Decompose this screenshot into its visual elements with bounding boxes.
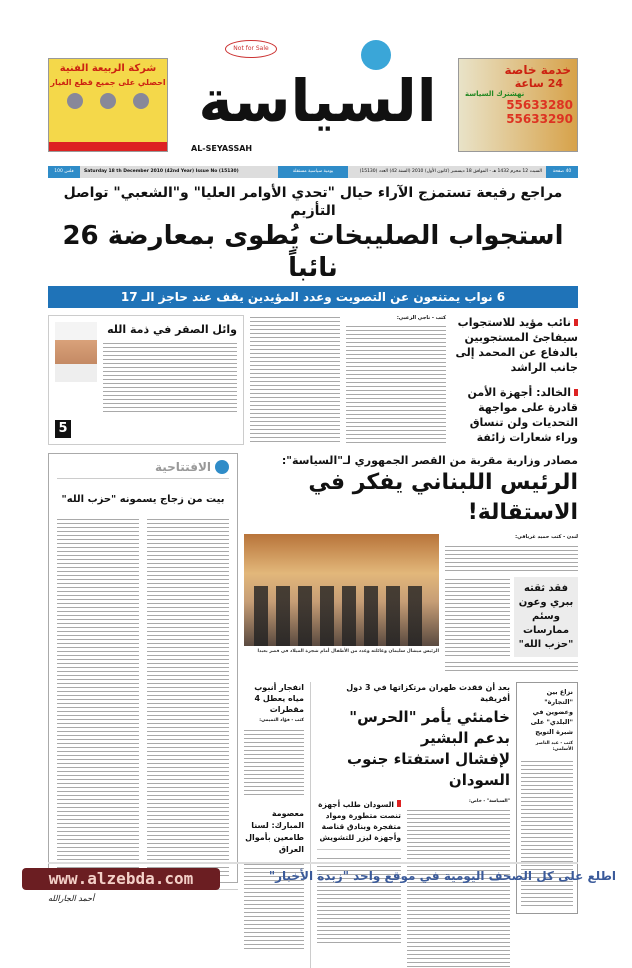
obituary-title: وائل الصقر في ذمة الله: [107, 323, 237, 336]
lebanon-kicker: مصادر وزارية مقربة من القصر الجمهوري لـ"السياسة":: [281, 454, 578, 467]
ad-left[interactable]: [48, 58, 168, 152]
date-arabic: السبت 12 محرم 1432 هـ - الموافق 18 ديسمبر (كانون الأول) 2010 (السنة 42) العدد (15130): [359, 169, 542, 175]
ad-right-phone2: 55633290: [506, 112, 573, 126]
lebanon-photo-caption: الرئيس ميشال سليمان وعائلته وعدد من الأطفال أمام شجرة الميلاد في قصر بعبدا: [257, 649, 439, 654]
lead-body-text: [346, 324, 446, 445]
lead-headline: استجواب الصليبخات يُطوى بمعارضة 26 نائباً: [62, 221, 564, 283]
footer-url[interactable]: www.alzebda.com: [22, 868, 220, 890]
ad-right-line1: خدمة خاصة: [504, 63, 571, 77]
date-english: Saturday 18 th December 2010 (42nd Year) Issue No (15130): [84, 169, 239, 175]
side-column-title: نزاع بين "التجارة" وعضوين في "البلدي" على شبرة التويج: [530, 688, 573, 736]
lebanon-headline: الرئيس اللبناني يفكر في الاستقالة!: [308, 470, 578, 525]
lead-byline: كتب - ناجي الزعبي:: [396, 315, 446, 321]
ad-right-phone1: 55633280: [506, 98, 573, 112]
ad-right-line2: 24 ساعة: [514, 77, 563, 90]
tagline-badge: يومية سياسية مستقلة: [278, 166, 348, 178]
lebanon-byline: لندن - كتب حميد غريافي:: [515, 534, 578, 540]
lebanon-pullquote: فقد ثقته ببري وعون وسئم ممارسات "حزب الله": [514, 577, 578, 657]
sudan-byline: "السياسة" - خاص:: [469, 799, 510, 804]
lead-body-text: [250, 315, 340, 445]
lower-section: [48, 453, 578, 968]
briefs-column: [244, 682, 304, 952]
obituary-box[interactable]: [48, 315, 244, 445]
not-for-sale-stamp: Not for Sale: [225, 40, 277, 58]
sudan-sub: السودان طلب أجهزة تنصت متطورة ومواد متفجرة وبنادق قناصة وأجهزة ليزر للتشويش: [318, 800, 401, 842]
lead-banner: 6 نواب يمتنعون عن التصويت وعدد المؤيدين يقف عند حاجز الـ 17: [48, 286, 578, 308]
obituary-photo: [55, 322, 97, 382]
brief-title[interactable]: معصومة المبارك: لسنا طامعين بأموال العراق: [245, 809, 304, 854]
side-column-byline: كتب - عبد الناصر الأسلمي:: [535, 741, 573, 752]
ad-right[interactable]: [458, 58, 578, 152]
editorial-box[interactable]: [48, 453, 238, 883]
ad-left-company: شركة الربيعة الفنية: [59, 63, 157, 74]
page-number-badge: 5: [55, 420, 71, 438]
car-logo-icon: [133, 93, 149, 109]
info-bar: [48, 166, 578, 178]
lead-kicker: مراجع رفيعة تستمزج الآراء حيال "تحدي الأوامر العليا" و"الشعبي" تواصل التأزيم: [63, 185, 563, 219]
car-logo-icon: [100, 93, 116, 109]
footer-promo[interactable]: اطلع على كل الصحف اليومية في موقع واحد "زبدة الأخبار": [268, 869, 616, 883]
sudan-headline-line2: لإفشال استفتاء جنوب السودان: [347, 750, 510, 789]
ad-left-line: احصلي على جميع قطع الغيار: [50, 78, 166, 87]
car-logos: [58, 93, 158, 111]
lead-row: [48, 315, 578, 445]
logo-globe-icon: [215, 460, 229, 474]
pages-badge: 40 صفحة: [546, 166, 578, 178]
main-content: [48, 182, 578, 968]
editorial-author-signature: أحمد الجارالله: [48, 894, 95, 903]
side-item[interactable]: الخالد: أجهزة الأمن قادرة على مواجهة التحديات ولن تنساق وراء شعارات زائفة: [452, 385, 578, 445]
car-logo-icon: [67, 93, 83, 109]
brief-title[interactable]: انفجار أنبوب مياه يعطل 4 مقطرات: [254, 683, 304, 714]
lebanon-photo[interactable]: [244, 534, 439, 646]
editorial-section: الافتتاحية: [154, 460, 211, 474]
logo-arabic: السياسة: [198, 67, 437, 135]
logo-latin: AL-SEYASSAH: [191, 144, 253, 153]
ad-right-line3: نهشترك السياسة: [465, 90, 525, 98]
sudan-headline-line1: خامنئي يأمر "الحرس" بدعم البشير: [349, 708, 510, 747]
masthead: [185, 40, 450, 162]
editorial-title: بيت من زجاج يسمونه "حزب الله": [61, 494, 225, 505]
price-badge: 100 فلس: [48, 166, 80, 178]
brief-byline: كتب - فؤاد التميمي:: [259, 718, 304, 723]
side-items: [452, 315, 578, 445]
sudan-kicker: بعد أن فقدت طهران مرتكزاتها في 3 دول أفريقية: [346, 683, 510, 703]
side-item[interactable]: نائب مؤيد للاستجواب سيفاجئ المستجوبين بالدفاع عن المحمد إلى جانب الراشد: [452, 315, 578, 375]
